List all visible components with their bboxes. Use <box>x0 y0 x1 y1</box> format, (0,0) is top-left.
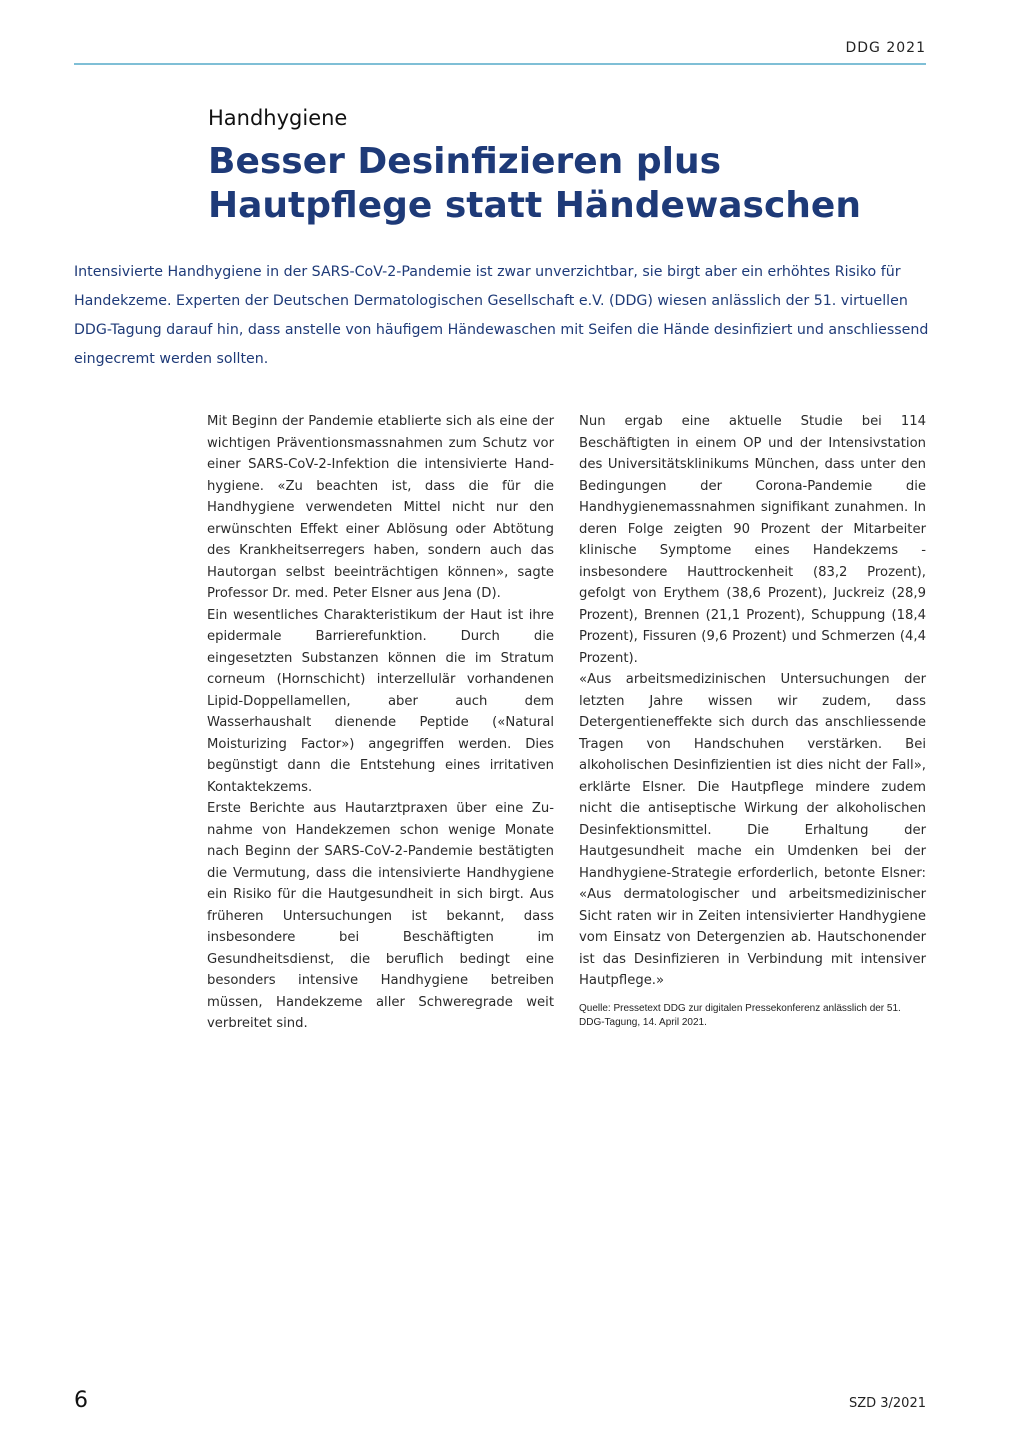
body-column-left <box>207 411 554 1035</box>
body-column-right <box>579 411 926 1030</box>
source-note: Quelle: Pressetext DDG zur digitalen Pressekonferenz anlässlich der 51. DDG-Tagung, 14. April 2021. <box>579 1002 901 1028</box>
paragraph: Mit Beginn der Pandemie etablierte sich als eine der wichtigen Präventionsmassnahmen zum Schutz vor einer SARS-CoV-2-Infektion die intensivierte Handhygiene. «Zu beachten ist, dass die für die Handhygiene verwendeten Mittel nicht nur den erwünschten Effekt einer Ablösung oder Abtötung des Krankheitserregers haben, sondern auch das Hautorgan selbst beeinträchtigen können», sagte Professor Dr. med. Peter Elsner aus Jena (D). <box>207 414 554 601</box>
paragraph: «Aus arbeitsmedizinischen Untersuchungen der letzten Jahre wissen wir zudem, dass Detergentieneffekte sich durch das anschliessende Tragen von Handschuhen verstärken. Bei alkoholischen Desinfizientien ist dies nicht der Fall», erklärte Elsner. Die Hautpflege mindere zudem nicht die antiseptische Wirkung der alkoholischen Desinfektionsmittel. Die Erhaltung der Hautgesundheit mache ein Umdenken bei der Handhygiene-Strategie erforderlich, betonte Elsner: «Aus dermatologischer und arbeitsmedizinischer Sicht raten wir in Zeiten intensivierter Handhygiene vom Einsatz von Detergenzien ab. Hautschonender ist das Desinfizieren in Verbindung mit intensiver Hautpflege.» <box>579 672 926 988</box>
article-title: Besser Desinfizieren plus Hautpflege statt Händewaschen <box>208 141 861 226</box>
article-kicker: Handhygiene <box>208 106 348 130</box>
paragraph: Ein wesentliches Charakteristikum der Haut ist ihre epidermale Barrierefunktion. Durch die eingesetzten Substanzen können die im Stratum corneum (Hornschicht) interzellulär vorhandenen Lipid-Doppellamellen, aber auch dem Wasserhaushalt dienende Peptide («Natural Moisturizing Factor») angegriffen werden. Dies begünstigt dann die Entstehung eines irritativen Kontaktekzems. <box>207 607 554 795</box>
header-divider <box>74 63 926 65</box>
article-lead: Intensivierte Handhygiene in der SARS-CoV-2-Pandemie ist zwar unverzichtbar, sie birgt aber ein erhöhtes Risiko für Handekzeme. Experten der Deutschen Dermatologischen Gesellschaft e.V. (DDG) wiesen anlässlich der 51. virtuellen DDG-Tagung darauf hin, dass anstelle von häufigem Händewaschen mit Seifen die Hände desinfiziert und anschliessend eingecremt werden sollten. <box>74 264 929 367</box>
paragraph: Nun ergab eine aktuelle Studie bei 114 Beschäftigten in einem OP und der Intensivstation des Universitätsklinikums München, dass unter den Bedingungen der Corona-Pandemie die Handhygienemassnahmen signifikant zunahmen. In deren Folge zeigten 90 Prozent der Mitarbeiter klinische Symptome eines Handekzems - insbesondere Hauttrockenheit (83,2 Prozent), gefolgt von Erythem (38,6 Prozent), Juckreiz (28,9 Prozent), Brennen (21,1 Prozent), Schuppung (18,4 Prozent), Fissuren (9,6 Prozent) und Schmerzen (4,4 Prozent). <box>579 414 926 666</box>
running-footer: SZD 3/2021 <box>848 1396 926 1411</box>
paragraph: Erste Berichte aus Hautarztpraxen über eine Zunahme von Handekzemen schon wenige Monate nach Beginn der SARS-CoV-2-Pandemie bestätigten die Vermutung, dass die intensivierte Handhygiene ein Risiko für die Hautgesundheit in sich birgt. Aus früheren Untersuchungen ist bekannt, dass insbesondere bei Beschäftigten im Gesundheitsdienst, die beruflich bedingt eine besonders intensive Handhygiene betreiben müssen, Handekzeme aller Schweregrade weit verbreitet sind. <box>207 801 554 1031</box>
running-header: DDG 2021 <box>845 40 926 56</box>
page-number: 6 <box>74 1388 88 1413</box>
